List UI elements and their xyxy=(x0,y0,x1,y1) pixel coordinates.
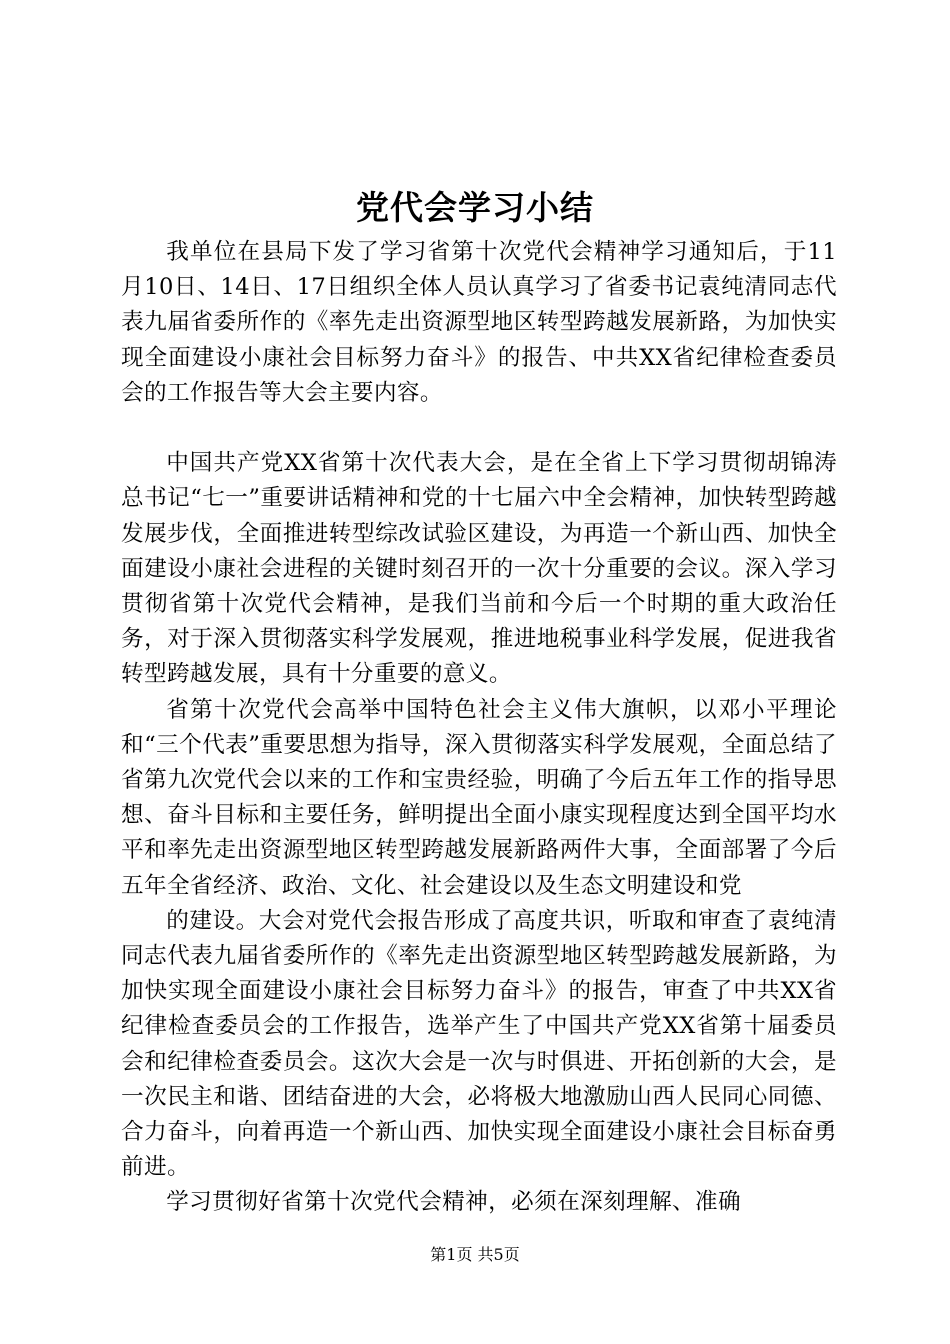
paragraph-congress: 中国共产党XX省第十次代表大会，是在全省上下学习贯彻胡锦涛总书记“七一”重要讲话精神和党的十七届六中全会精神，加快转型跨越发展步伐，全面推进转型综改试验区建设，为再造一个新山西、加快全面建设小康社会进程的关键时刻召开的一次十分重要的会议。深入学习贯彻省第十次党代会精神，是我们当前和今后一个时期的重大政治任务，对于深入贯彻落实科学发展观，推进地税事业科学发展，促进我省转型跨越发展，具有十分重要的意义。 xyxy=(121,450,837,688)
document-title: 党代会学习小结 xyxy=(356,188,594,227)
paragraph-banner: 省第十次党代会高举中国特色社会主义伟大旗帜，以邓小平理论和“三个代表”重要思想为指导，深入贯彻落实科学发展观，全面总结了省第九次党代会以来的工作和宝贵经验，明确了今后五年工作的指导思想、奋斗目标和主要任务，鲜明提出全面小康实现程度达到全国平均水平和率先走出资源型地区转型跨越发展新路两件大事，全面部署了今后五年全省经济、政治、文化、社会建设以及生态文明建设和党 xyxy=(121,696,837,899)
page-footer: 第1页 共5页 xyxy=(430,1245,520,1264)
paragraph-implementation: 学习贯彻好省第十次党代会精神，必须在深刻理解、准确 xyxy=(166,1189,742,1216)
paragraph-consensus: 的建设。大会对党代会报告形成了高度共识，听取和审查了袁纯清同志代表九届省委所作的《率先走出资源型地区转型跨越发展新路，为加快实现全面建设小康社会目标努力奋斗》的报告，审查了中共XX省纪律检查委员会的工作报告，选举产生了中国共产党XX省第十届委员会和纪律检查委员会。这次大会是一次与时俱进、开拓创新的大会，是一次民主和谐、团结奋进的大会，必将极大地激励山西人民同心同德、合力奋斗，向着再造一个新山西、加快实现全面建设小康社会目标奋勇前进。 xyxy=(121,907,837,1181)
document-body xyxy=(121,235,837,1221)
paragraph-intro: 我单位在县局下发了学习省第十次党代会精神学习通知后，于11月10日、14日、17日组织全体人员认真学习了省委书记袁纯清同志代表九届省委所作的《率先走出资源型地区转型跨越发展新路，为加快实现全面建设小康社会目标努力奋斗》的报告、中共XX省纪律检查委员会的工作报告等大会主要内容。 xyxy=(121,239,837,406)
